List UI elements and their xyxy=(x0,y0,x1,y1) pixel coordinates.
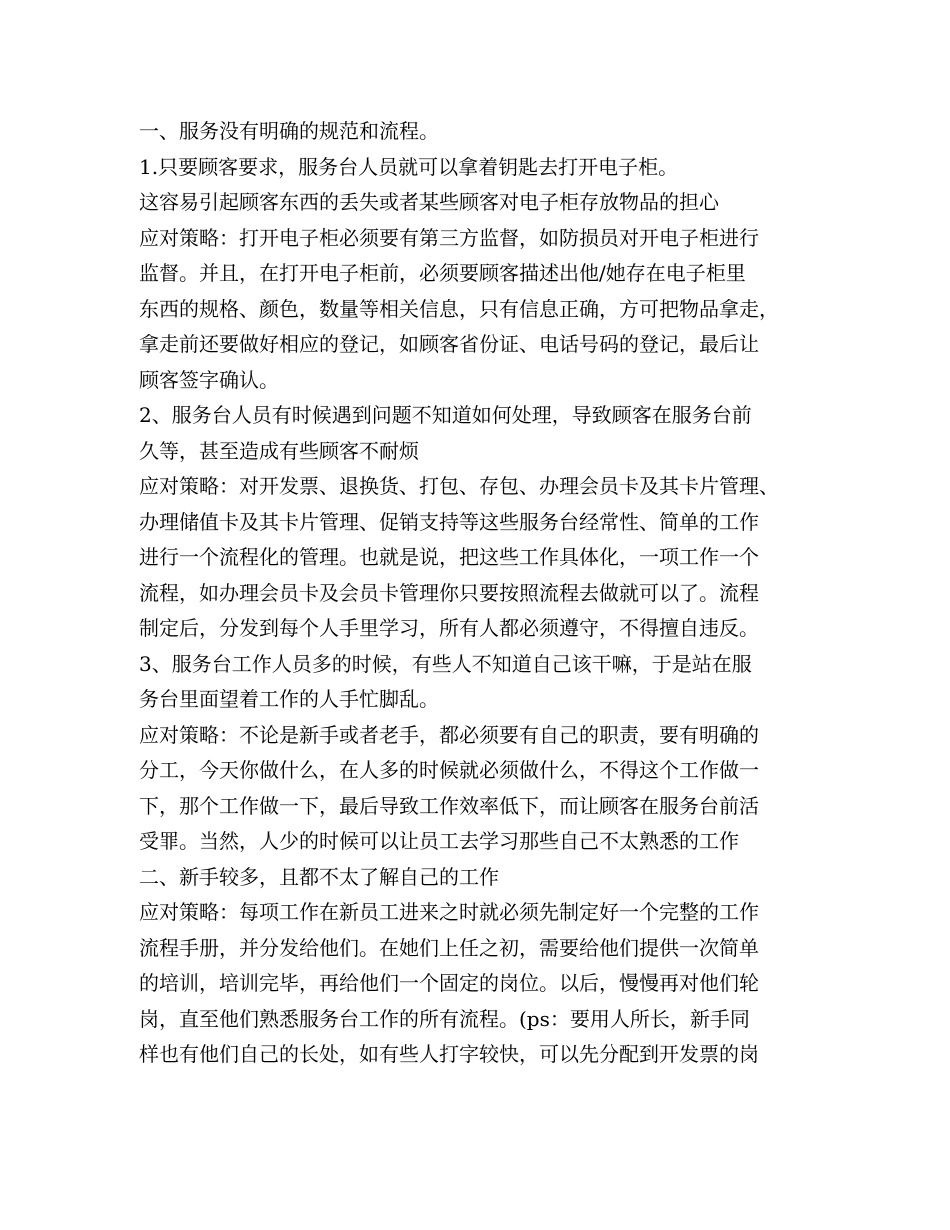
text-line: 应对策略：打开电子柜必须要有第三方监督，如防损员对开电子柜进行 xyxy=(139,225,759,250)
text-line: 2、服务台人员有时候遇到问题不知道如何处理，导致顾客在服务台前 xyxy=(139,403,752,427)
text-line: 岗，直至他们熟悉服务台工作的所有流程。(ps：要用人所长，新手同 xyxy=(139,1006,750,1031)
text-line: 顾客签字确认。 xyxy=(139,367,279,392)
text-line: 二、新手较多，且都不太了解自己的工作 xyxy=(139,864,499,889)
text-line: 应对策略：对开发票、退换货、打包、存包、办理会员卡及其卡片管理、 xyxy=(139,474,779,498)
text-line: 制定后，分发到每个人手里学习，所有人都必须遵守，不得擅自违反。 xyxy=(139,616,759,640)
text-line: 分工，今天你做什么，在人多的时候就必须做什么，不得这个工作做一 xyxy=(139,758,759,782)
text-line: 东西的规格、颜色，数量等相关信息，只有信息正确，方可把物品拿走， xyxy=(139,296,779,321)
text-line: 一、服务没有明确的规范和流程。 xyxy=(139,119,439,143)
text-line: 3、服务台工作人员多的时候，有些人不知道自己该干嘛，于是站在服 xyxy=(139,651,752,676)
text-line: 1.只要顾客要求，服务台人员就可以拿着钥匙去打开电子柜。 xyxy=(139,154,679,179)
document-body xyxy=(139,114,839,1073)
text-line: 流程，如办理会员卡及会员卡管理你只要按照流程去做就可以了。流程 xyxy=(139,580,759,605)
text-line: 受罪。当然，人少的时候可以让员工去学习那些自己不太熟悉的工作 xyxy=(139,829,739,853)
text-line: 这容易引起顾客东西的丢失或者某些顾客对电子柜存放物品的担心 xyxy=(139,190,719,214)
text-line: 下，那个工作做一下，最后导致工作效率低下，而让顾客在服务台前活 xyxy=(139,793,759,818)
text-line: 拿走前还要做好相应的登记，如顾客省份证、电话号码的登记，最后让 xyxy=(139,332,759,356)
text-line: 应对策略：每项工作在新员工进来之时就必须先制定好一个完整的工作 xyxy=(139,900,759,924)
text-line: 久等，甚至造成有些顾客不耐烦 xyxy=(139,438,419,463)
text-line: 监督。并且，在打开电子柜前，必须要顾客描述出他/她存在电子柜里 xyxy=(139,261,746,285)
text-line: 的培训，培训完毕，再给他们一个固定的岗位。以后，慢慢再对他们轮 xyxy=(139,971,759,995)
text-line: 样也有他们自己的长处，如有些人打字较快，可以先分配到开发票的岗 xyxy=(139,1042,759,1066)
text-line: 流程手册，并分发给他们。在她们上任之初，需要给他们提供一次简单 xyxy=(139,935,759,960)
text-line: 办理储值卡及其卡片管理、促销支持等这些服务台经常性、简单的工作 xyxy=(139,509,759,534)
text-line: 进行一个流程化的管理。也就是说，把这些工作具体化，一项工作一个 xyxy=(139,545,759,569)
text-line: 务台里面望着工作的人手忙脚乱。 xyxy=(139,687,439,711)
text-line: 应对策略：不论是新手或者老手，都必须要有自己的职责，要有明确的 xyxy=(139,722,759,747)
